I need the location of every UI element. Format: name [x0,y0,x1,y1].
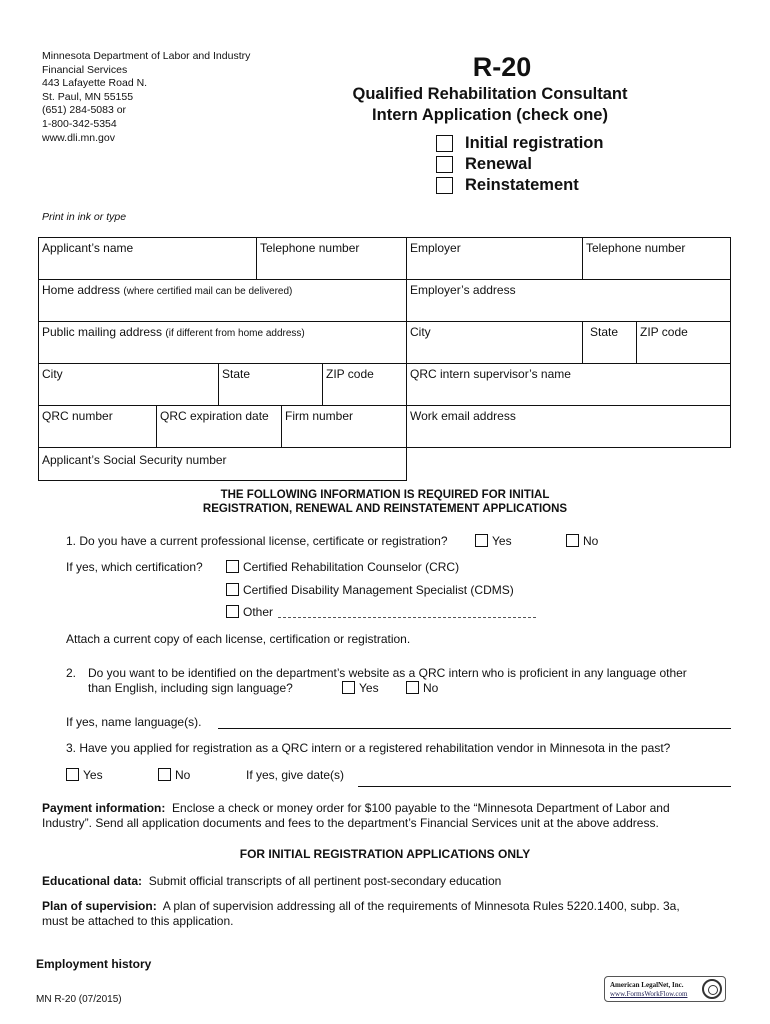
ssn-field[interactable] [38,447,406,481]
address-line: Financial Services [42,63,128,76]
q2-yes-option[interactable] [342,681,379,695]
public-mailing-address-field[interactable] [38,321,406,363]
option-initial-registration[interactable] [436,133,603,154]
applicant-name-field[interactable] [38,237,256,279]
address-line: (651) 284-5083 or [42,104,127,117]
initial-section-heading: FOR INITIAL REGISTRATION APPLICATIONS ONLY [239,847,531,861]
field-label: Telephone number [260,241,360,255]
heading-line: THE FOLLOWING INFORMATION IS REQUIRED FOR INITIAL [220,489,550,501]
city-field[interactable] [38,363,218,405]
q3-yes-checkbox[interactable] [66,768,79,781]
field-label: City [410,325,431,339]
field-note: (if different from home address) [165,328,305,339]
q1-yes-checkbox[interactable] [475,534,488,547]
q1-yes-option[interactable] [475,534,512,548]
form-title [330,84,650,126]
dates-input-line[interactable] [358,786,731,787]
required-section-heading [0,488,770,516]
question-2-number: 2. [66,666,77,680]
cert-option-other[interactable] [226,605,273,619]
crc-checkbox[interactable] [226,560,239,573]
cdms-checkbox[interactable] [226,583,239,596]
seal-icon [702,979,722,999]
address-line: www.dli.mn.gov [42,131,115,144]
question-3: 3. Have you applied for registration as a QRC intern or a registered rehabilitation vendor in Minnesota in the past? [66,741,671,755]
q3-no-option[interactable] [158,768,190,782]
option-label: Initial registration [465,134,604,152]
form-title-line1: Qualified Rehabilitation Consultant [352,85,628,103]
language-input-line[interactable] [218,728,731,729]
address-line: St. Paul, MN 55155 [42,90,134,103]
language-label: If yes, name language(s). [66,715,202,729]
option-label: No [423,681,439,695]
supervisor-name-field[interactable] [406,363,731,405]
print-instruction: Print in ink or type [42,211,127,223]
educational-data [42,874,501,889]
option-label: No [175,768,191,782]
applicant-phone-field[interactable] [256,237,406,279]
question-1: 1. Do you have a current professional license, certificate or registration? [66,534,448,548]
employer-phone-field[interactable] [582,237,731,279]
field-label: Telephone number [586,241,686,255]
plan-text-line1: A plan of supervision addressing all of the requirements of Minnesota Rules 5220.1400, subp. 3a, [162,899,680,913]
cert-option-crc[interactable] [226,560,459,574]
option-label: Other [243,605,274,619]
option-label: Yes [359,681,379,695]
option-reinstatement[interactable] [436,175,603,196]
option-label: Yes [83,768,103,782]
checkbox-initial-registration[interactable] [436,135,453,152]
cert-option-cdms[interactable] [226,583,514,597]
other-certification-line[interactable] [278,617,536,618]
option-label: No [583,534,599,548]
field-label: Firm number [285,409,354,423]
heading-line: REGISTRATION, RENEWAL AND REINSTATEMENT APPLICATIONS [202,503,568,515]
plan-of-supervision [42,899,742,929]
field-label: ZIP code [640,325,688,339]
checkbox-renewal[interactable] [436,156,453,173]
option-label: Certified Rehabilitation Counselor (CRC) [243,560,460,574]
address-line: 1-800-342-5354 [42,117,117,130]
field-label: QRC expiration date [160,409,269,423]
applicant-info-grid [38,237,731,481]
field-note: (where certified mail can be delivered) [123,286,293,297]
address-line: 443 Lafayette Road N. [42,77,148,90]
field-label: Public mailing address [42,325,163,339]
employer-zip-field[interactable] [636,321,731,363]
payment-text-line2: Industry”. Send all application documents and fees to the department’s Financial Services unit at the above address. [42,816,659,830]
q2-yes-checkbox[interactable] [342,681,355,694]
logo-text: American LegalNet, Inc. [610,981,684,989]
plan-text-line2: must be attached to this application. [42,914,234,928]
which-certification-label: If yes, which certification? [66,560,203,574]
question-2-line1: Do you want to be identified on the department’s website as a QRC intern who is proficient in any language other [88,666,687,680]
employer-city-field[interactable] [406,321,582,363]
option-label: Reinstatement [465,176,579,194]
qrc-expiration-field[interactable] [156,405,281,447]
form-number: R-20 [472,52,532,82]
field-label: City [42,367,63,381]
field-label: Applicant’s name [42,241,134,255]
zip-field[interactable] [322,363,406,405]
logo-link[interactable]: www.FormsWorkFlow.com [610,990,688,998]
legalnet-logo[interactable] [604,976,726,1002]
firm-number-field[interactable] [281,405,406,447]
payment-text-line1: Enclose a check or money order for $100 payable to the “Minnesota Department of Labor and [172,801,670,815]
form-code: MN R-20 (07/2015) [36,994,122,1005]
field-label: Work email address [410,409,516,423]
agency-address [42,50,250,145]
q1-no-checkbox[interactable] [566,534,579,547]
home-address-field[interactable] [38,279,406,321]
attach-note: Attach a current copy of each license, certification or registration. [66,632,411,646]
employer-address-field[interactable] [406,279,731,321]
dates-label: If yes, give date(s) [246,768,345,782]
option-label: Yes [492,534,512,548]
plan-label: Plan of supervision: [42,899,157,913]
other-checkbox[interactable] [226,605,239,618]
checkbox-reinstatement[interactable] [436,177,453,194]
edu-text: Submit official transcripts of all pertinent post-secondary education [148,874,502,888]
employer-state-field[interactable] [582,321,636,363]
option-label: Certified Disability Management Specialist (CDMS) [243,583,514,597]
form-title-line2: Intern Application (check one) [372,106,608,124]
option-renewal[interactable] [436,154,603,175]
payment-info [42,801,742,831]
field-label: State [590,325,619,339]
question-2 [88,666,728,680]
field-label: Home address [42,283,121,297]
field-label: Applicant’s Social Security number [42,453,227,467]
field-label: QRC number [42,409,113,423]
q2-no-option[interactable] [406,681,438,695]
address-line: Minnesota Department of Labor and Industry [42,50,251,62]
field-label: Employer’s address [410,283,516,297]
qrc-number-field[interactable] [38,405,156,447]
q1-no-option[interactable] [566,534,598,548]
q2-no-checkbox[interactable] [406,681,419,694]
option-label: Renewal [465,155,532,173]
application-type-options [436,133,603,196]
field-label: Employer [410,241,461,255]
payment-label: Payment information: [42,801,166,815]
field-label: QRC intern supervisor’s name [410,367,571,381]
q3-yes-option[interactable] [66,768,103,782]
state-field[interactable] [218,363,322,405]
field-label: State [222,367,251,381]
employment-history-heading: Employment history [36,957,152,971]
work-email-field[interactable] [406,405,731,447]
employer-field[interactable] [406,237,582,279]
edu-label: Educational data: [42,874,143,888]
q3-no-checkbox[interactable] [158,768,171,781]
field-label: ZIP code [326,367,374,381]
question-2-line2: than English, including sign language? [88,681,293,695]
